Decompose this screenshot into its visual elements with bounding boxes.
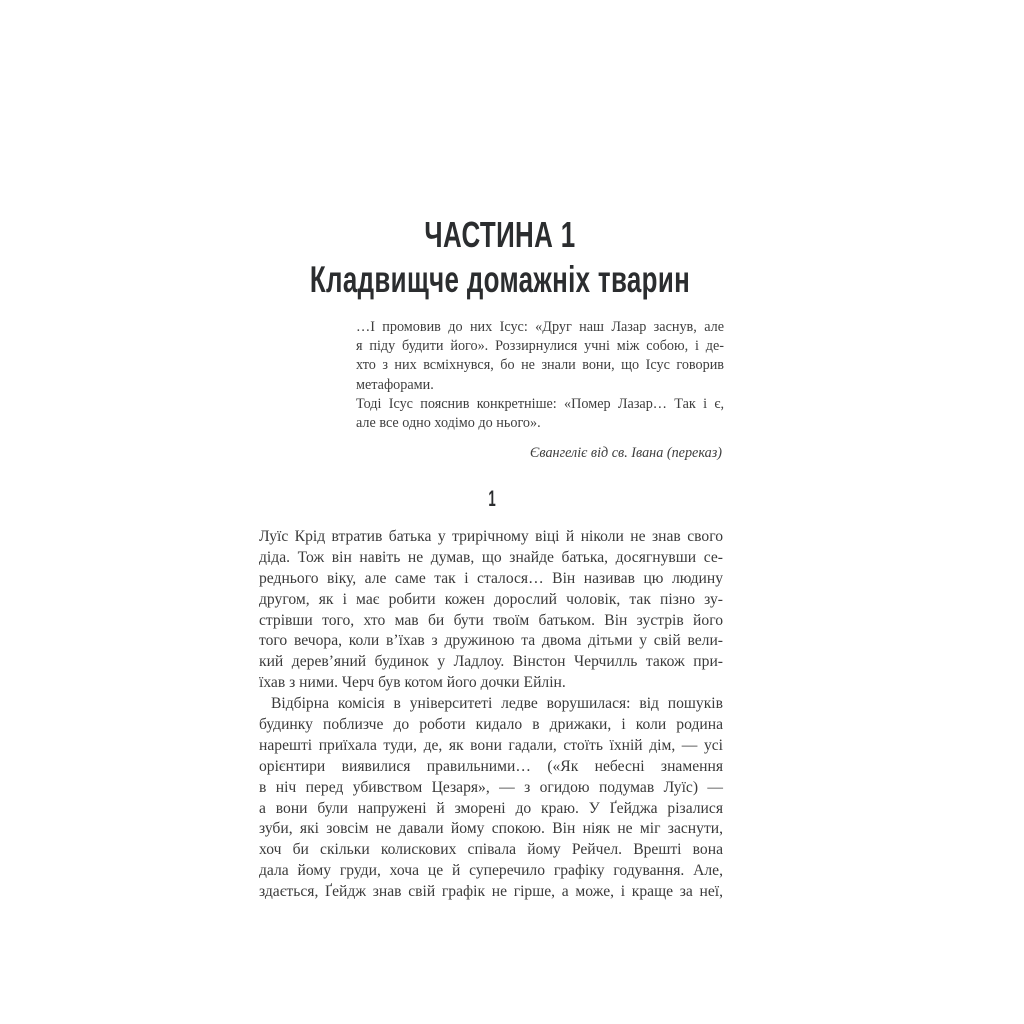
body-line: здається, Ґейдж знав свій графік не гірше, а може, і краще за неї, [259,883,723,901]
epigraph-line: Тоді Ісус пояснив конкретніше: «Помер Лазар… Так і є, [356,395,724,412]
body-line: другом, як і має робити кожен дорослий чоловік, так пізно зу- [259,590,723,608]
epigraph-source: Євангеліє від св. Івана (переказ) [529,445,722,461]
body-line: нарешті приїхала туди, де, як вони гадали, стоїть їхній дім, — усі [259,736,723,754]
epigraph-line: я піду будити його». Роззирнулися учні між собою, і де- [356,338,724,355]
body-line: діда. Тож він навіть не думав, що знайде батька, досягнувши се- [259,548,723,566]
epigraph-line: хто з них всміхнувся, бо не знали вони, що Ісус говорив [356,357,724,374]
body-line: в ніч перед убивством Цезаря», — з огидою подумав Луїс) — [259,778,723,796]
epigraph-line: але все одно ходімо до нього». [356,415,541,432]
body-line: реднього віку, але саме так і сталося… Він називав цю людину [259,569,723,587]
part-title-heading: Кладвищче домажніх тварин [309,259,691,300]
epigraph-line: …І промовив до них Ісус: «Друг наш Лазар заснув, але [356,319,724,335]
body-line: а вони були напружені й зморені до краю. У Ґейджа різалися [259,799,723,817]
epigraph-line: метафорами. [356,376,434,393]
body-line: орієнтири виявилися правильними… («Як небесні знамення [259,757,723,775]
body-line: Луїс Крід втратив батька у трирічному віці й ніколи не знав свого [259,528,723,545]
body-line: дала йому груди, хоча це й суперечило графіку годування. Але, [259,862,723,880]
body-line: зуби, які зовсім не давали йому спокою. Він ніяк не міг заснути, [259,820,723,838]
part-number-heading: ЧАСТИНА 1 [424,214,576,255]
body-line: будинку поблизче до роботи кидало в дрижаки, і коли родина [259,716,723,734]
body-line: Відбірна комісія в університеті ледве ворушилася: від пошуків [271,695,723,713]
body-line: того вечора, коли в’їхав з дружиною та двома дітьми у свій вели- [259,632,723,650]
body-line: кий дерев’яний будинок у Ладлоу. Вінстон Черчилль також при- [259,653,723,671]
body-line: їхав з ними. Черч був котом його дочки Ейлін. [259,674,566,692]
epigraph [356,318,724,433]
body-line: стрівши того, хто мав би бути твоїм батьком. Він зустрів його [259,611,723,629]
chapter-number: 1 [488,486,496,511]
body-line: хоч би скільки колискових співала йому Рейчел. Врешті вона [259,841,723,859]
body-text [259,527,723,903]
